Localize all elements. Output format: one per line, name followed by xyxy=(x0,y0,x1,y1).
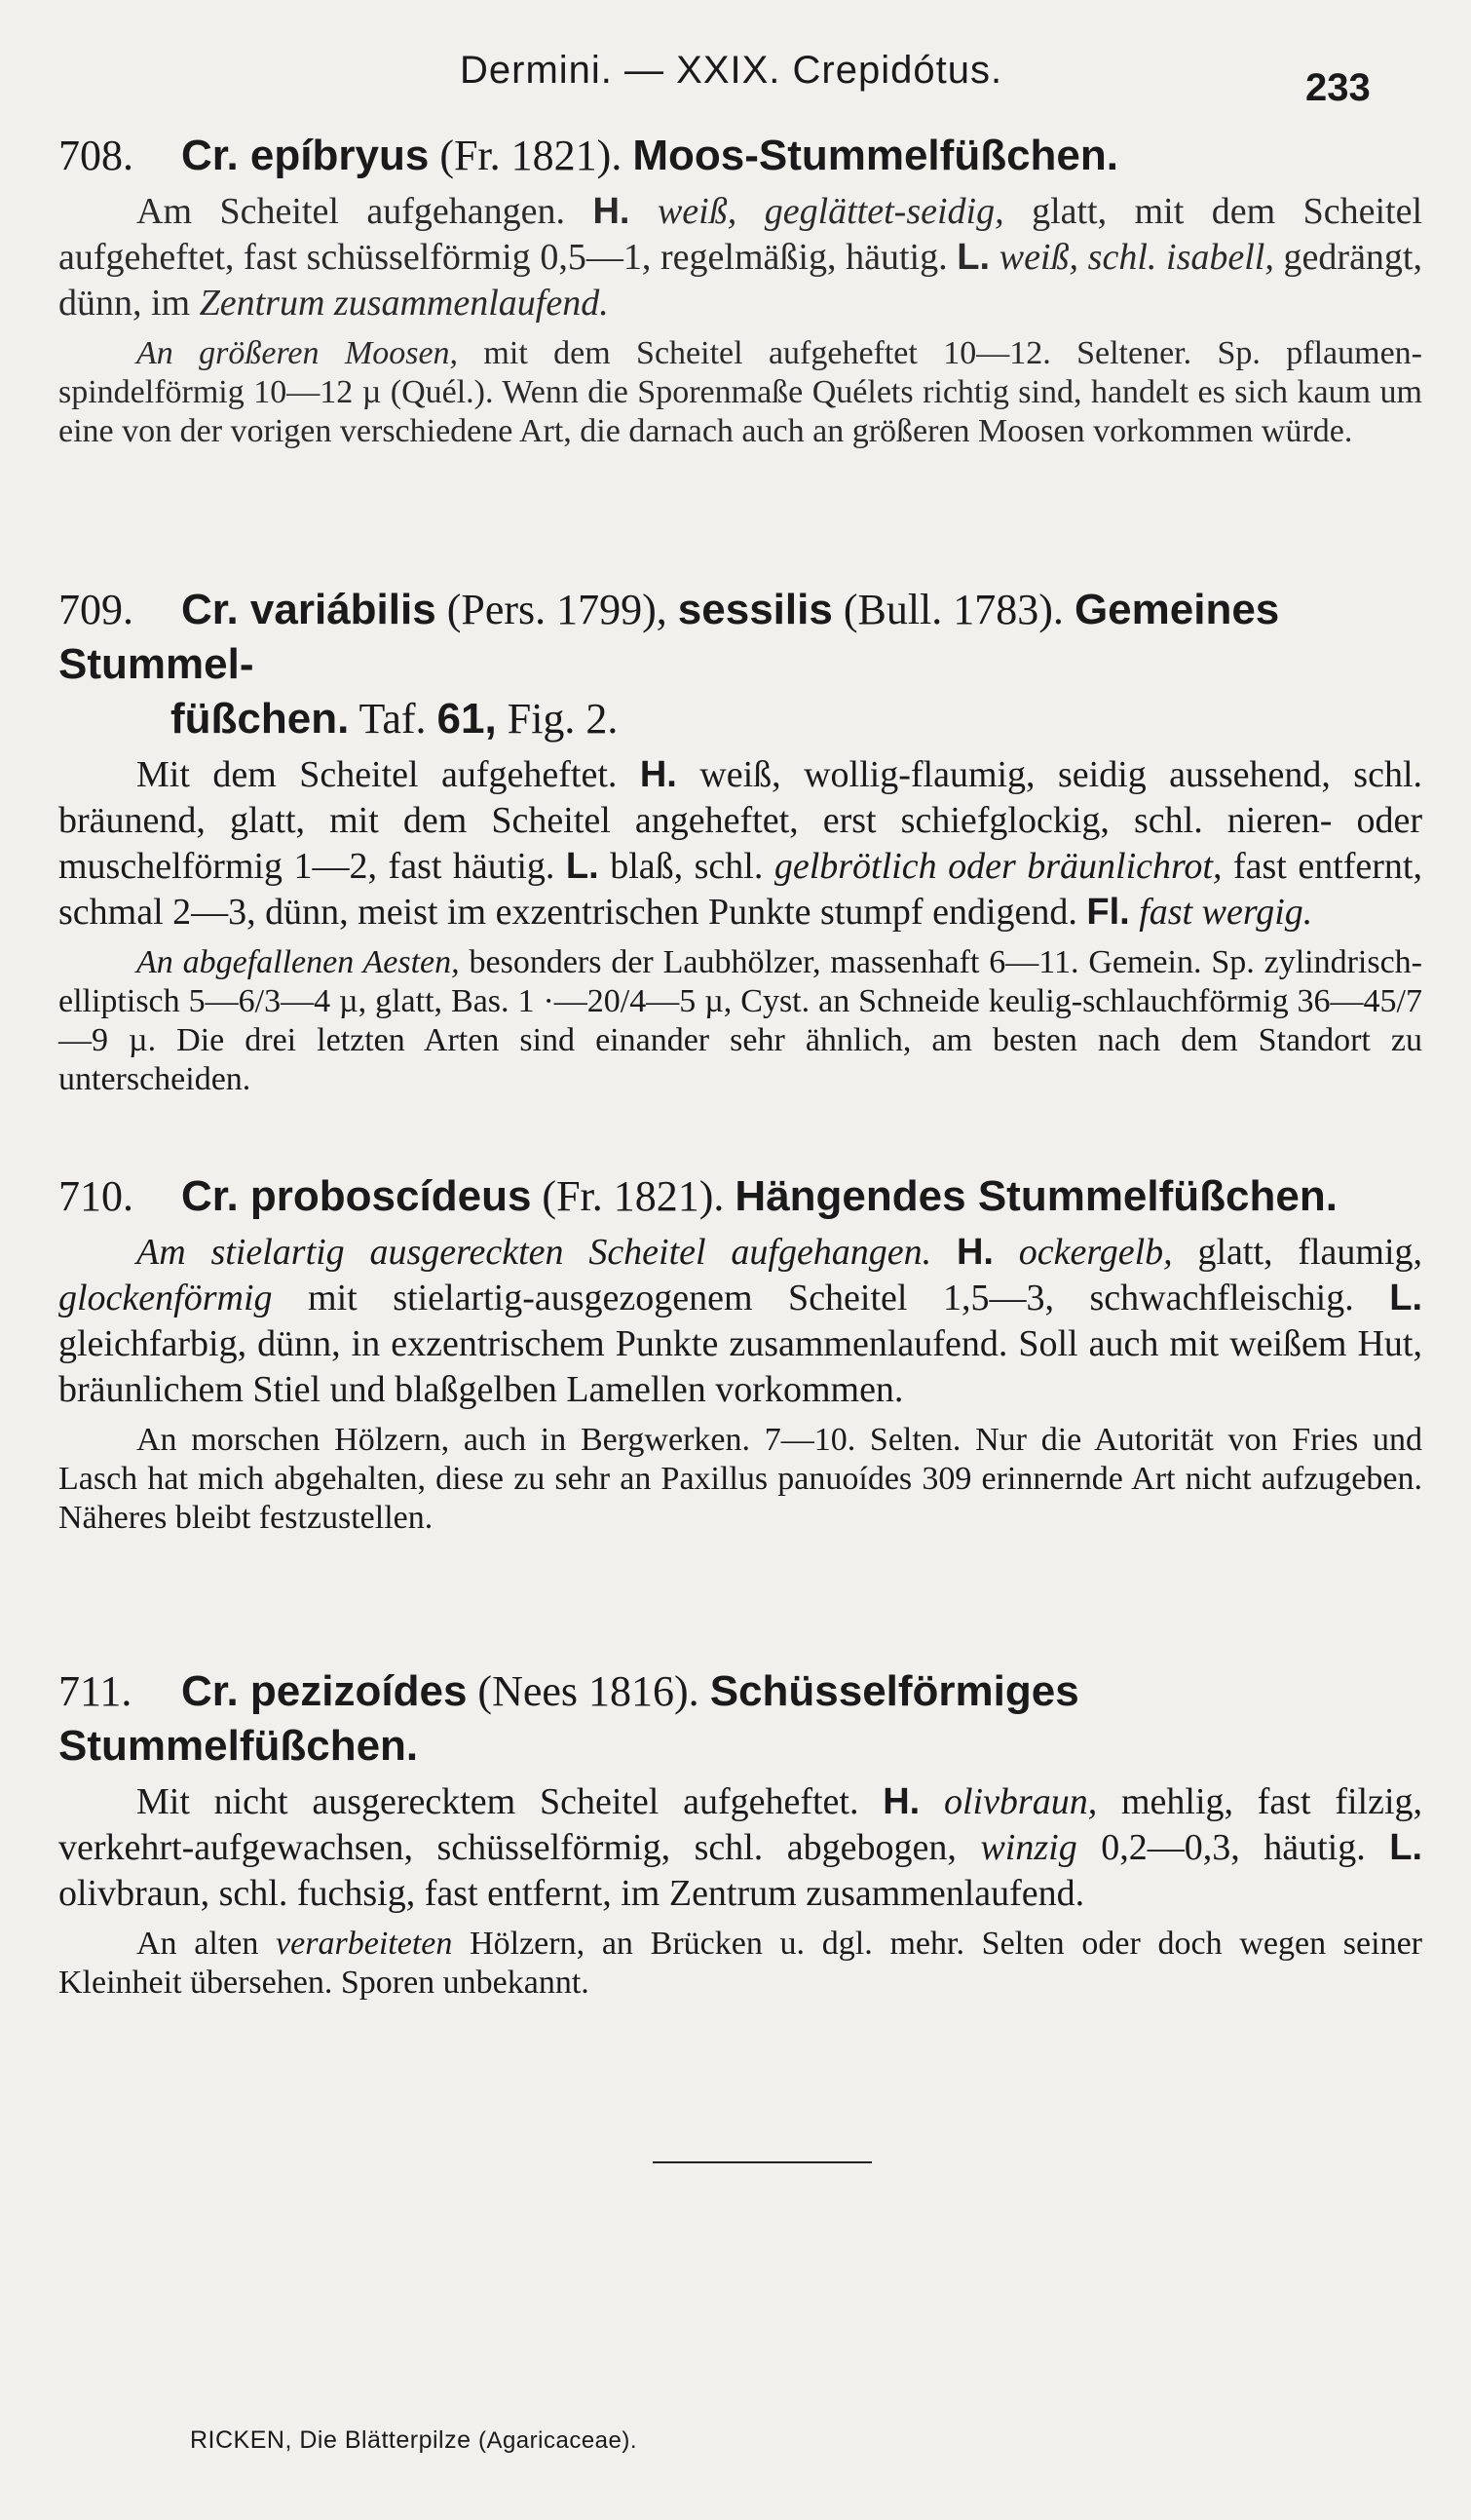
habitat-text: Hölzern, an Brücken u. dgl. mehr. Selten oder doch wegen seiner Kleinheit übersehen. Sporen unbekannt. xyxy=(58,1926,1422,2001)
description-text: Am Scheitel aufgehangen. xyxy=(136,191,565,232)
hat-label: H. xyxy=(883,1781,921,1822)
habitat-text: mit dem Scheitel aufgeheftet 10—12. Seltener. Sp. pflaumen-spindelförmig 10—12 µ (Quél.). Wenn die Sporenmaße Quélets richtig sind, handelt es sich kaum um eine von der vorigen verschiedene Art, die darnach auch an größeren Moosen vorkommen würde. xyxy=(58,335,1422,449)
heading-continuation xyxy=(58,692,1422,746)
species-name: Cr. variábilis xyxy=(181,586,436,633)
entry-number: 708. xyxy=(58,132,133,179)
species-entry-709 xyxy=(58,583,1422,1099)
species-entry-711 xyxy=(58,1664,1422,2003)
species-description xyxy=(58,752,1422,935)
hat-label: H. xyxy=(592,191,630,232)
description-text: 0,2—0,3, häutig. xyxy=(1101,1827,1366,1868)
description-italic: winzig xyxy=(980,1827,1077,1868)
lamellae-label: L. xyxy=(565,846,599,887)
description-italic: weiß, geglättet-seidig, xyxy=(657,191,1004,232)
species-entry-708 xyxy=(58,129,1422,451)
figure-ref: Fig. 2. xyxy=(507,695,619,743)
synonym-authority: (Bull. 1783). xyxy=(843,586,1064,633)
description-text: Mit dem Scheitel aufgeheftet. xyxy=(136,754,618,795)
description-italic: glockenförmig xyxy=(58,1278,273,1318)
lamellae-label: L. xyxy=(957,237,991,278)
common-name: Hängendes Stummelfüßchen. xyxy=(735,1172,1338,1220)
entry-heading xyxy=(58,1169,1422,1224)
description-text: gedrängt, dünn, im xyxy=(58,237,1422,324)
page-header xyxy=(0,49,1471,117)
habitat-note xyxy=(58,1421,1422,1538)
species-name: Cr. epíbryus xyxy=(181,132,430,179)
plate-label: Taf. xyxy=(358,695,427,743)
lamellae-label: L. xyxy=(1389,1827,1423,1868)
page-footer xyxy=(190,2426,637,2455)
description-italic: weiß, schl. isabell, xyxy=(999,237,1274,278)
page-number: 233 xyxy=(1305,66,1371,109)
habitat-italic: verarbeiteten xyxy=(276,1926,453,1962)
description-text: olivbraun, schl. fuchsig, fast entfernt, im Zentrum zusammenlaufend. xyxy=(58,1873,1085,1914)
flesh-label: Fl. xyxy=(1086,892,1130,933)
description-italic: Zentrum zusammenlaufend. xyxy=(199,283,609,324)
entry-number: 711. xyxy=(58,1667,132,1715)
common-name: Schüsselförmiges Stummelfüßchen. xyxy=(58,1667,1079,1770)
section-divider xyxy=(653,2161,872,2163)
habitat-note xyxy=(58,943,1422,1099)
habitat-note xyxy=(58,334,1422,451)
entry-number: 709. xyxy=(58,586,133,633)
species-name: Cr. pezizoídes xyxy=(181,1667,468,1715)
habitat-note xyxy=(58,1925,1422,2003)
description-italic: gelbrötlich oder bräunlichrot, xyxy=(773,846,1223,887)
habitat-text: An alten xyxy=(136,1926,259,1962)
footer-title: Die Blätterpilze xyxy=(299,2426,471,2454)
species-authority: (Nees 1816). xyxy=(477,1667,699,1715)
habitat-italic: An abgefallenen Aesten, xyxy=(136,944,460,980)
entry-heading xyxy=(58,1664,1422,1774)
description-italic: ockergelb, xyxy=(1018,1232,1173,1273)
plate-number: 61, xyxy=(436,695,497,743)
entry-heading xyxy=(58,129,1422,183)
description-text: weiß, wollig-flaumig, seidig aussehend, schl. bräunend, glatt, mit dem Scheitel angeheftet, erst schiefglockig, schl. nieren- oder muschelförmig 1—2, fast häutig. xyxy=(58,754,1423,887)
description-text: mit stielartig-ausgezogenem Scheitel 1,5—3, schwachfleischig. xyxy=(308,1278,1354,1318)
species-authority: (Fr. 1821). xyxy=(439,132,622,179)
habitat-text: besonders der Laubhölzer, massenhaft 6—11. Gemein. Sp. zylindrisch-elliptisch 5—6/3—4 µ, glatt, Bas. 1 ·—20/4—5 µ, Cyst. an Schneide keulig-schlauchförmig 36—45/7—9 µ. Die drei letzten Arten sind einander sehr ähnlich, am besten nach dem Standort zu unterscheiden. xyxy=(58,944,1422,1097)
species-authority: (Pers. 1799), xyxy=(446,586,667,633)
common-name-cont: füßchen. xyxy=(170,695,350,743)
entry-heading xyxy=(58,583,1422,746)
species-name: Cr. proboscídeus xyxy=(181,1172,532,1220)
common-name: Moos-Stummelfüßchen. xyxy=(632,132,1118,179)
footer-subtitle: (Agaricaceae). xyxy=(477,2427,638,2454)
description-text: glatt, mit dem Scheitel aufgeheftet, fast schüsselförmig 0,5—1, regelmäßig, häutig. xyxy=(58,191,1423,278)
description-text: blaß, schl. xyxy=(610,846,764,887)
description-italic: olivbraun, xyxy=(943,1781,1098,1822)
description-text: mehlig, fast filzig, verkehrt-aufgewachsen, schüsselförmig, schl. abgebogen, xyxy=(58,1781,1423,1868)
running-head: Dermini. — XXIX. Crepidótus. xyxy=(460,49,1003,92)
hat-label: H. xyxy=(956,1232,994,1273)
synonym-name: sessilis xyxy=(677,586,833,633)
species-authority: (Fr. 1821). xyxy=(542,1172,725,1220)
description-italic: Am stielartig ausgereckten Scheitel aufgehangen. xyxy=(136,1232,932,1273)
species-description xyxy=(58,1230,1422,1413)
description-italic: fast wergig. xyxy=(1139,892,1313,933)
species-entry-710 xyxy=(58,1169,1422,1538)
description-text: gleichfarbig, dünn, in exzentrischem Punkte zusammenlaufend. Soll auch mit weißem Hut, bräunlichem Stiel und blaßgelben Lamellen vorkommen. xyxy=(58,1323,1422,1410)
entry-number: 710. xyxy=(58,1172,133,1220)
common-name: Gemeines Stummel- xyxy=(58,586,1280,688)
footer-author: RICKEN, xyxy=(190,2426,292,2454)
description-text: Mit nicht ausgerecktem Scheitel aufgeheftet. xyxy=(136,1781,859,1822)
species-description xyxy=(58,1779,1422,1917)
description-text: fast entfernt, schmal 2—3, dünn, meist im exzentrischen Punkte stumpf endigend. xyxy=(58,846,1422,933)
habitat-text: An morschen Hölzern, auch in Bergwerken. 7—10. Selten. Nur die Autorität von Fries und Lasch hat mich abgehalten, diese zu sehr an Paxillus panuoídes 309 erinnernde Art nicht aufzugeben. Näheres bleibt festzustellen. xyxy=(58,1422,1422,1536)
hat-label: H. xyxy=(639,754,677,795)
species-description xyxy=(58,189,1422,326)
lamellae-label: L. xyxy=(1389,1278,1423,1318)
habitat-italic: An größeren Moosen, xyxy=(136,335,459,371)
description-text: glatt, flaumig, xyxy=(1197,1232,1423,1273)
